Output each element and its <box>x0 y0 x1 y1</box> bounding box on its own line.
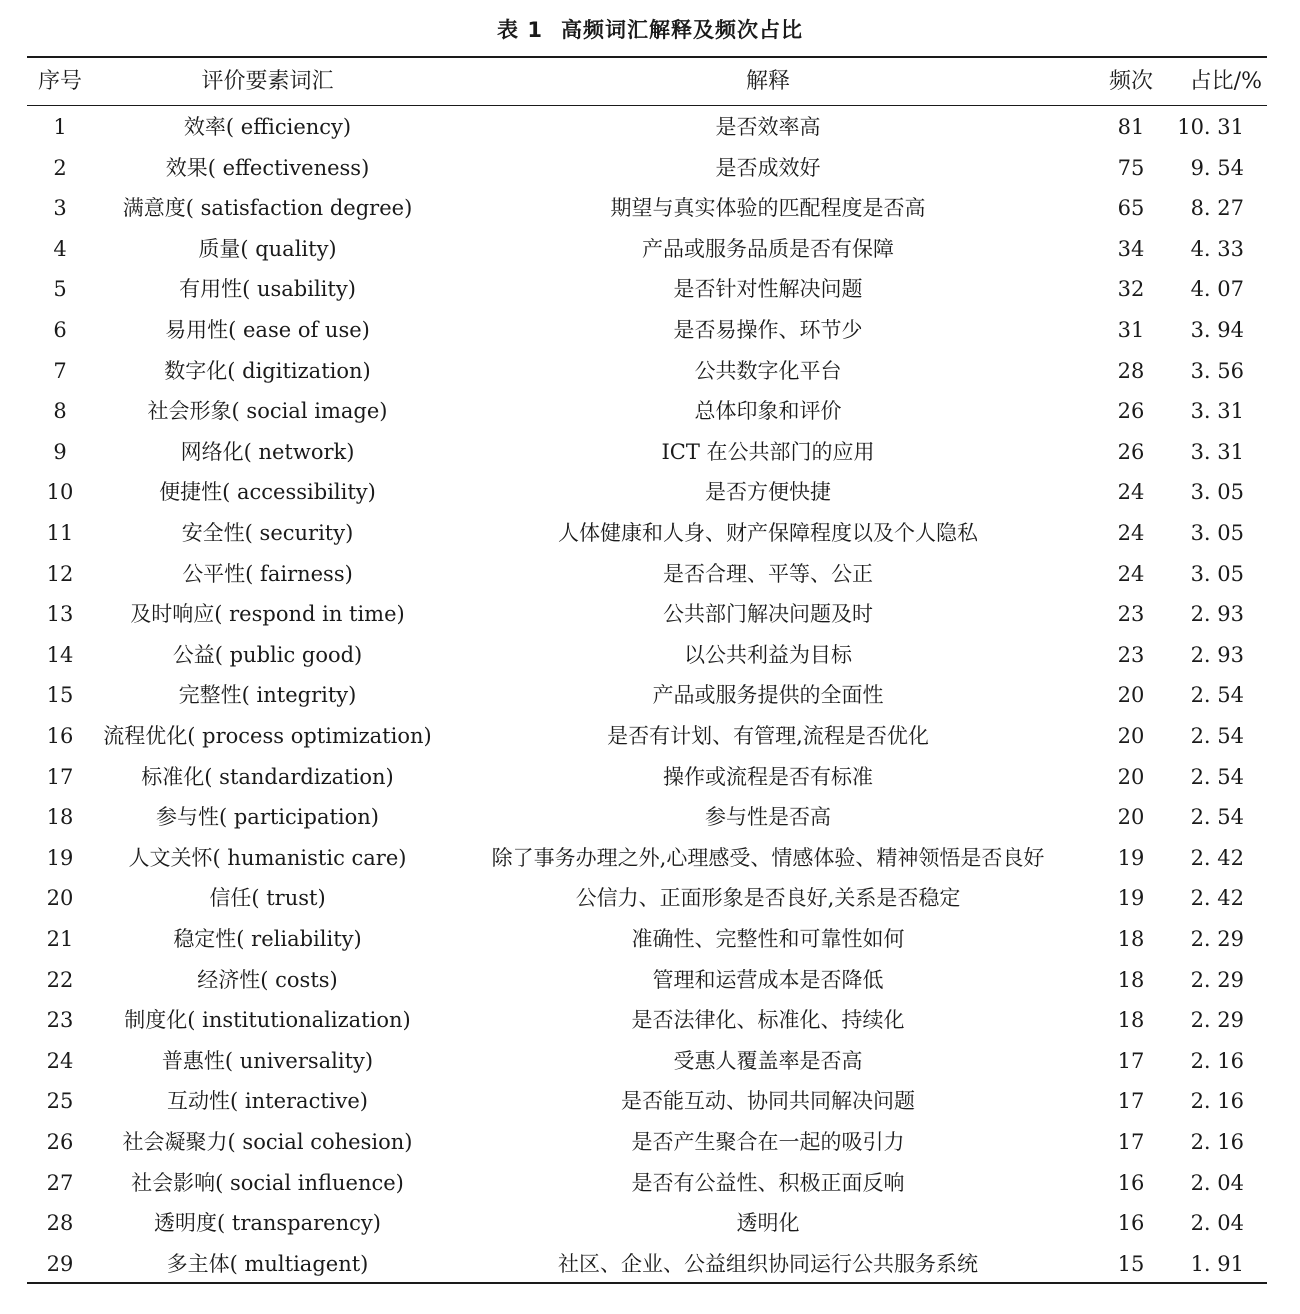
row-percent: 2. 42 <box>1190 886 1244 911</box>
row-percent: 2. 54 <box>1190 724 1244 748</box>
row-frequency: 31 <box>1117 318 1145 342</box>
table-row <box>0 757 1300 797</box>
row-percent: 9. 54 <box>1190 155 1244 180</box>
row-percent: 2. 29 <box>1190 927 1244 951</box>
row-percent: 1. 91 <box>1190 1251 1244 1276</box>
row-percent: 4. 33 <box>1190 236 1244 261</box>
row-explanation: 是否产生聚合在一起的吸引力 <box>631 1130 905 1154</box>
row-term: 标准化( standardization) <box>141 764 394 789</box>
row-term: 效率( efficiency) <box>183 115 352 139</box>
row-term: 网络化( network) <box>180 439 355 464</box>
row-index: 12 <box>46 561 74 586</box>
row-index: 27 <box>46 1170 74 1195</box>
row-term: 完整性( integrity) <box>178 683 357 708</box>
row-frequency: 65 <box>1117 196 1145 221</box>
table-row <box>0 919 1300 959</box>
row-frequency: 75 <box>1117 155 1145 180</box>
row-frequency: 24 <box>1117 561 1145 586</box>
row-percent: 2. 93 <box>1190 602 1244 627</box>
row-index: 11 <box>46 521 74 545</box>
row-frequency: 23 <box>1117 602 1145 627</box>
row-frequency: 15 <box>1117 1251 1145 1276</box>
table-row <box>0 391 1300 431</box>
row-percent: 3. 05 <box>1190 561 1244 586</box>
row-explanation: 期望与真实体验的匹配程度是否高 <box>610 196 926 221</box>
row-percent: 2. 54 <box>1190 764 1244 789</box>
bottom-rule <box>27 1282 1267 1284</box>
row-percent: 10. 31 <box>1177 115 1244 139</box>
row-percent: 2. 54 <box>1190 683 1244 708</box>
row-term: 透明度( transparency) <box>154 1211 381 1236</box>
row-index: 9 <box>53 439 67 464</box>
row-term: 质量( quality) <box>198 236 337 261</box>
row-term: 有用性( usability) <box>179 277 356 302</box>
table-row <box>0 1000 1300 1040</box>
row-index: 19 <box>46 845 74 870</box>
header-term: 评价要素词汇 <box>201 69 334 94</box>
header-explanation: 解释 <box>745 69 790 94</box>
row-percent: 2. 04 <box>1190 1211 1244 1236</box>
table-row <box>0 838 1300 878</box>
row-frequency: 17 <box>1117 1089 1145 1114</box>
row-explanation: 是否易操作、环节少 <box>673 318 863 342</box>
row-percent: 2. 29 <box>1190 1008 1244 1033</box>
table-row <box>0 432 1300 472</box>
table-row <box>0 878 1300 918</box>
row-index: 17 <box>46 764 74 789</box>
row-percent: 2. 54 <box>1190 805 1244 830</box>
row-index: 13 <box>46 602 74 627</box>
table-row <box>0 148 1300 188</box>
row-term: 多主体( multiagent) <box>166 1251 369 1276</box>
row-explanation: 公信力、正面形象是否良好,关系是否稳定 <box>575 886 961 911</box>
row-frequency: 18 <box>1117 967 1145 992</box>
row-index: 20 <box>46 886 74 911</box>
header-percent: 占比/% <box>1189 69 1262 94</box>
row-index: 21 <box>46 927 74 951</box>
row-explanation: 社区、企业、公益组织协同运行公共服务系统 <box>558 1251 978 1276</box>
table-row <box>0 107 1300 147</box>
row-explanation: 是否有计划、有管理,流程是否优化 <box>607 724 929 748</box>
row-index: 15 <box>46 683 74 708</box>
row-term: 信任( trust) <box>209 886 326 911</box>
row-term: 及时响应( respond in time) <box>130 602 405 627</box>
row-percent: 3. 05 <box>1190 480 1244 505</box>
table-row <box>0 1041 1300 1081</box>
row-term: 便捷性( accessibility) <box>159 480 376 505</box>
row-frequency: 16 <box>1117 1211 1145 1236</box>
row-frequency: 20 <box>1117 764 1145 789</box>
row-frequency: 81 <box>1117 115 1145 139</box>
row-frequency: 20 <box>1117 724 1145 748</box>
row-frequency: 24 <box>1117 480 1145 505</box>
row-term: 满意度( satisfaction degree) <box>122 196 413 221</box>
table-title: 高频词汇解释及频次占比 <box>560 18 803 42</box>
row-index: 8 <box>53 399 67 424</box>
row-frequency: 17 <box>1117 1130 1145 1154</box>
row-index: 2 <box>53 155 67 180</box>
table-row <box>0 675 1300 715</box>
row-frequency: 19 <box>1117 845 1145 870</box>
row-percent: 2. 16 <box>1190 1048 1244 1073</box>
row-index: 7 <box>53 358 67 383</box>
row-explanation: 除了事务办理之外,心理感受、情感体验、精神领悟是否良好 <box>491 845 1045 870</box>
row-frequency: 24 <box>1117 521 1145 545</box>
row-term: 制度化( institutionalization) <box>124 1008 411 1033</box>
row-explanation: 是否有公益性、积极正面反响 <box>631 1170 905 1195</box>
row-term: 互动性( interactive) <box>167 1089 368 1114</box>
row-frequency: 28 <box>1117 358 1145 383</box>
row-percent: 2. 04 <box>1190 1170 1244 1195</box>
row-term: 数字化( digitization) <box>164 358 371 383</box>
table-row <box>0 351 1300 391</box>
table-row <box>0 1122 1300 1162</box>
row-explanation: 是否法律化、标准化、持续化 <box>631 1008 905 1033</box>
table-row <box>0 188 1300 228</box>
row-explanation: 操作或流程是否有标准 <box>663 764 873 789</box>
row-index: 5 <box>53 277 67 302</box>
row-explanation: ICT 在公共部门的应用 <box>661 439 875 464</box>
table-row <box>0 594 1300 634</box>
row-percent: 2. 93 <box>1190 642 1244 667</box>
table-row <box>0 513 1300 553</box>
row-term: 效果( effectiveness) <box>165 155 370 180</box>
table-row <box>0 1081 1300 1121</box>
row-explanation: 是否能互动、协同共同解决问题 <box>621 1089 915 1114</box>
row-explanation: 是否成效好 <box>715 155 821 180</box>
row-term: 普惠性( universality) <box>161 1048 374 1073</box>
row-percent: 3. 31 <box>1190 399 1244 424</box>
table-row <box>0 960 1300 1000</box>
row-explanation: 受惠人覆盖率是否高 <box>673 1048 863 1073</box>
row-frequency: 26 <box>1117 439 1145 464</box>
row-explanation: 产品或服务品质是否有保障 <box>642 236 894 261</box>
row-frequency: 20 <box>1117 683 1145 708</box>
row-index: 3 <box>53 196 67 221</box>
table-row <box>0 1163 1300 1203</box>
row-index: 22 <box>46 967 74 992</box>
row-term: 社会凝聚力( social cohesion) <box>122 1130 413 1154</box>
table-row <box>0 797 1300 837</box>
top-rule <box>27 56 1267 58</box>
row-index: 23 <box>46 1008 74 1033</box>
row-explanation: 产品或服务提供的全面性 <box>652 683 884 708</box>
table-row <box>0 269 1300 309</box>
table-row <box>0 229 1300 269</box>
row-frequency: 18 <box>1117 927 1145 951</box>
row-explanation: 参与性是否高 <box>705 805 831 830</box>
row-term: 人文关怀( humanistic care) <box>128 845 407 870</box>
header-index: 序号 <box>37 69 82 94</box>
row-index: 14 <box>46 642 74 667</box>
table-row <box>0 310 1300 350</box>
row-explanation: 透明化 <box>736 1211 800 1236</box>
row-explanation: 管理和运营成本是否降低 <box>652 967 884 992</box>
row-frequency: 32 <box>1117 277 1145 302</box>
row-term: 公益( public good) <box>172 642 363 667</box>
row-explanation: 总体印象和评价 <box>694 399 842 424</box>
row-term: 流程优化( process optimization) <box>103 724 432 748</box>
row-index: 18 <box>46 805 74 830</box>
row-index: 24 <box>46 1048 74 1073</box>
row-percent: 2. 16 <box>1190 1089 1244 1114</box>
row-explanation: 是否效率高 <box>715 115 821 139</box>
row-term: 易用性( ease of use) <box>165 318 370 342</box>
row-frequency: 17 <box>1117 1048 1145 1073</box>
row-term: 经济性( costs) <box>197 967 338 992</box>
table-row <box>0 472 1300 512</box>
table-row <box>0 635 1300 675</box>
row-term: 参与性( participation) <box>156 805 379 830</box>
row-explanation: 准确性、完整性和可靠性如何 <box>631 927 905 951</box>
table-row <box>0 716 1300 756</box>
row-percent: 8. 27 <box>1190 196 1244 221</box>
row-index: 28 <box>46 1211 74 1236</box>
row-index: 4 <box>53 236 67 261</box>
row-index: 29 <box>46 1251 74 1276</box>
row-frequency: 16 <box>1117 1170 1145 1195</box>
table-row <box>0 1203 1300 1243</box>
row-term: 社会影响( social influence) <box>131 1170 404 1195</box>
row-term: 公平性( fairness) <box>182 561 353 586</box>
row-term: 安全性( security) <box>181 521 354 545</box>
row-index: 16 <box>46 724 74 748</box>
row-frequency: 19 <box>1117 886 1145 911</box>
row-index: 6 <box>53 318 67 342</box>
row-explanation: 以公共利益为目标 <box>684 642 852 667</box>
row-frequency: 18 <box>1117 1008 1145 1033</box>
row-percent: 3. 56 <box>1190 358 1244 383</box>
table-row <box>0 1244 1300 1284</box>
row-frequency: 34 <box>1117 236 1145 261</box>
table-caption <box>0 14 1300 44</box>
row-percent: 2. 42 <box>1190 845 1244 870</box>
row-frequency: 26 <box>1117 399 1145 424</box>
row-explanation: 人体健康和人身、财产保障程度以及个人隐私 <box>558 521 978 545</box>
header-frequency: 频次 <box>1108 69 1153 94</box>
row-index: 25 <box>46 1089 74 1114</box>
row-index: 1 <box>53 115 67 139</box>
row-index: 10 <box>46 480 74 505</box>
row-explanation: 公共数字化平台 <box>694 358 842 383</box>
row-percent: 2. 29 <box>1190 967 1244 992</box>
row-index: 26 <box>46 1130 74 1154</box>
row-term: 稳定性( reliability) <box>173 927 362 951</box>
row-percent: 4. 07 <box>1190 277 1244 302</box>
row-explanation: 是否合理、平等、公正 <box>663 561 873 586</box>
table-row <box>0 554 1300 594</box>
row-frequency: 23 <box>1117 642 1145 667</box>
table-number: 表 1 <box>497 18 543 42</box>
row-percent: 3. 31 <box>1190 439 1244 464</box>
row-explanation: 是否方便快捷 <box>705 480 831 505</box>
row-percent: 3. 05 <box>1190 521 1244 545</box>
row-percent: 3. 94 <box>1190 318 1244 342</box>
table-header <box>0 62 1300 102</box>
row-term: 社会形象( social image) <box>147 399 388 424</box>
row-explanation: 是否针对性解决问题 <box>673 277 863 302</box>
row-frequency: 20 <box>1117 805 1145 830</box>
header-rule <box>27 105 1267 106</box>
row-explanation: 公共部门解决问题及时 <box>663 602 873 627</box>
row-percent: 2. 16 <box>1190 1130 1244 1154</box>
